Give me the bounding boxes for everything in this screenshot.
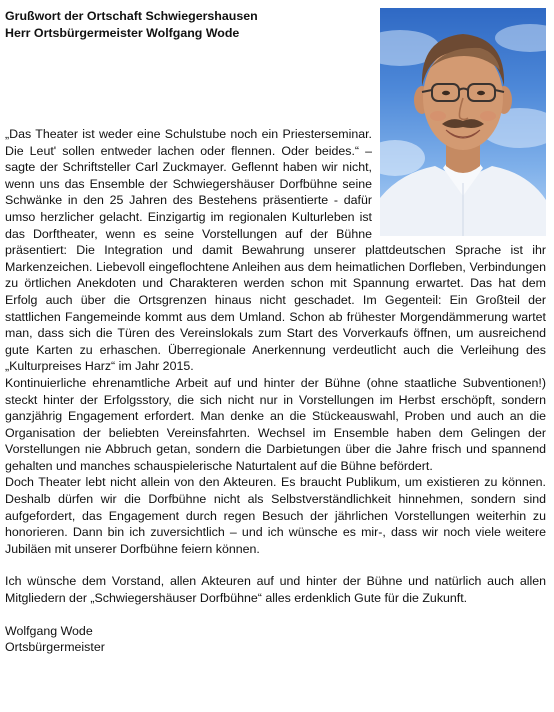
paragraph-1: „Das Theater ist weder eine Schulstube noch ein Priesterseminar. Die Leut' sollen entweder lachen oder flennen. Oder beides.“ – sagte der Schriftsteller Carl Zuckmayer. Geflennt haben wir nicht, wenn uns das Ensemble der Schwiegershäuser Dorfbühne seine Schwänke in den 25 Jahren des Bestehens präsentierte - dafür umso herzlicher gelacht. Einzigartig im regionalen Kulturleben ist das Dorftheater, wenn es seine Vorstellungen auf der Bühne präsentiert: Die Integration und damit Bewahrung unserer plattdeutschen Sprache ist ihr Markenzeichen. Liebevoll eingeflochtene Anleihen aus dem heimatlichen Dorfleben, Verbindungen zu örtlichen Anekdoten und Charakteren werden schon mit Spannung erwartet. Das hat dem Erfolg auch über die Ortsgrenzen hinaus nicht geschadet. Im Gegenteil: Ein Großteil der stattlichen Fangemeinde kommt aus dem Umland. Schon ab frühester Morgendämmerung wartet man, dass sich die Türen des Vereinslokals zum Start des Vorverkaufs öffnen, um ausreichend gute Karten zu erhaschen. Überregionale Anerkennung verdeutlicht auch die Verleihung des „Kulturpreises Harz“ im Jahr 2015. <box>5 127 546 374</box>
closing-paragraph: Ich wünsche dem Vorstand, allen Akteuren auf und hinter der Bühne und natürlich auch allen Mitgliedern der „Schwiegershäuser Dorfbühne“ alles erdenklich Gute für die Zukunft. <box>5 574 546 606</box>
signature-role: Ortsbürgermeister <box>5 640 105 655</box>
paragraph-gap <box>5 557 546 573</box>
signature-gap <box>5 607 546 623</box>
paragraph-3: Doch Theater lebt nicht allein von den Akteuren. Es braucht Publikum, um existieren zu können. Deshalb dürfen wir die Dorfbühne nicht als Selbstverständlichkeit hinnehmen, sondern sind aufgefordert, das Engagement durch regen Besuch der jährlichen Vorstellungen weiterhin zu honorieren. Dann bin ich zuversichtlich – und ich wünsche es mir-, dass wir noch viele weitere Jubiläen mit unserer Dorfbühne feiern können. <box>5 475 546 556</box>
portrait-illustration <box>380 8 546 236</box>
document-page <box>5 8 546 656</box>
portrait-photo <box>380 8 546 236</box>
header-title-line2: Herr Ortsbürgermeister Wolfgang Wode <box>5 26 240 40</box>
header-title-line1: Grußwort der Ortschaft Schwiegershausen <box>5 9 258 23</box>
signature-name: Wolfgang Wode <box>5 623 93 638</box>
paragraph-2: Kontinuierliche ehrenamtliche Arbeit auf und hinter der Bühne (ohne staatliche Subventionen!) steckt hinter der Erfolgsstory, die sich nicht nur in Vorstellungen im Herbst erschöpft, sondern ganzjährig Engagement erfordert. Man denke an die Stückeauswahl, Proben und auch an die Organisation der beliebten Vereinsfahrten. Wechsel im Ensemble haben dem Gelingen der Vorstellungen nie Abbruch getan, sondern die Darbietungen über die Jahre frisch und spannend gehalten und manches schauspielerische Naturtalent auf die Bühne befördert. <box>5 375 546 473</box>
